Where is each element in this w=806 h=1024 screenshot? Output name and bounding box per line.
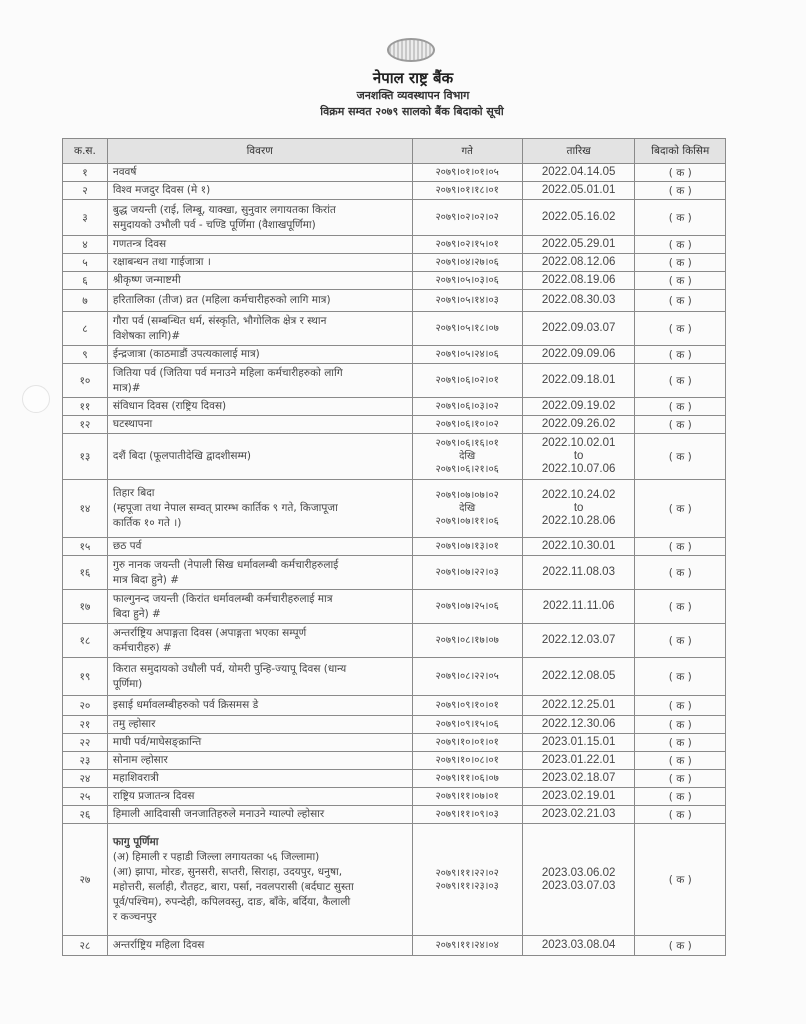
description-cell	[107, 480, 412, 538]
serial-number-cell: १	[63, 164, 108, 182]
table-row	[63, 480, 726, 538]
document-header	[0, 38, 806, 120]
ad-date-line: 2023.01.15.01	[541, 736, 616, 748]
ad-date-line: 2023.01.22.01	[541, 754, 616, 766]
description-line: (आ) झापा, मोरङ, सुनसरी, सप्तरी, सिराहा, उदयपुर, धनुषा,	[112, 865, 343, 878]
ad-date-line: 2022.09.09.06	[541, 348, 616, 360]
ad-date-line: 2022.12.30.06	[541, 718, 616, 730]
bs-date-cell	[412, 290, 522, 312]
table-row	[63, 312, 726, 346]
description-cell	[107, 734, 412, 752]
leave-type-cell: ( क )	[635, 254, 726, 272]
leave-type-cell: ( क )	[635, 538, 726, 556]
ad-date-cell	[522, 312, 635, 346]
bs-date-line: २०७९।११।२२।०२	[435, 867, 499, 879]
punch-hole	[22, 385, 50, 413]
bs-date-cell	[412, 416, 522, 434]
description-line: बुद्ध जयन्ती (राई, लिम्बू, याक्खा, सुनुवार लगायतका किरांत	[112, 203, 336, 216]
leave-type-cell: ( क )	[635, 936, 726, 956]
bs-date-cell	[412, 788, 522, 806]
description-cell	[107, 936, 412, 956]
description-line: र कञ्चनपुर	[112, 910, 157, 923]
ad-date-cell	[522, 936, 635, 956]
description-line: ईन्द्रजात्रा (काठमाडौं उपत्यकालाई मात्र)	[112, 348, 260, 360]
description-cell	[107, 824, 412, 936]
serial-number-cell: २१	[63, 716, 108, 734]
bs-date-line: २०७९।०७।११।०६	[435, 516, 499, 527]
description-line: समुदायको उभौली पर्व - चण्डि पूर्णिमा (वैशाखपूर्णिमा)	[112, 218, 316, 231]
ad-date-cell	[522, 434, 635, 480]
description-line: बिदा हुने) #	[112, 607, 161, 620]
serial-number-cell: ४	[63, 236, 108, 254]
leave-type-cell: ( क )	[635, 788, 726, 806]
description-cell	[107, 312, 412, 346]
ad-date-cell	[522, 770, 635, 788]
column-header-sn: क.स.	[63, 139, 108, 164]
ad-date-cell	[522, 556, 635, 590]
bank-seal-icon	[387, 38, 435, 62]
leave-type-cell: ( क )	[635, 182, 726, 200]
table-row	[63, 752, 726, 770]
table-row	[63, 254, 726, 272]
serial-number-cell: ३	[63, 200, 108, 236]
ad-date-cell	[522, 538, 635, 556]
ad-date-cell	[522, 788, 635, 806]
table-row	[63, 734, 726, 752]
description-line: अन्तर्राष्ट्रिय अपाङ्गता दिवस (अपाङ्गता भएका सम्पूर्ण	[112, 626, 307, 639]
description-cell	[107, 164, 412, 182]
bs-date-cell	[412, 312, 522, 346]
leave-type-cell: ( क )	[635, 416, 726, 434]
leave-type-cell: ( क )	[635, 164, 726, 182]
bs-date-line: २०७९।११।०७।०१	[435, 791, 499, 802]
leave-type-cell: ( क )	[635, 734, 726, 752]
ad-date-line: 2022.11.11.06	[542, 600, 615, 612]
serial-number-cell: १२	[63, 416, 108, 434]
description-cell	[107, 716, 412, 734]
description-line: तिहार बिदा	[112, 487, 155, 499]
table-row	[63, 290, 726, 312]
leave-type-cell: ( क )	[635, 590, 726, 624]
description-line: सोनाम ल्होसार	[112, 754, 168, 766]
description-line: हिमाली आदिवासी जनजातिहरुले मनाउने ग्याल्पो ल्होसार	[112, 808, 325, 820]
ad-date-cell	[522, 346, 635, 364]
bs-date-cell	[412, 658, 522, 696]
description-line: किरात समुदायको उधौली पर्व, योमरी पुन्हि-ज्यापू दिवस (धान्य	[112, 662, 347, 675]
description-line: विश्व मजदुर दिवस (मे १)	[112, 184, 211, 196]
bs-date-cell	[412, 254, 522, 272]
ad-date-line: 2022.12.03.07	[541, 634, 616, 646]
ad-date-cell	[522, 236, 635, 254]
bs-date-line: २०७९।०१।१८।०१	[435, 185, 499, 196]
bs-date-line: २०७९।०५।१८।०७	[435, 323, 499, 334]
description-cell	[107, 272, 412, 290]
bs-date-line: २०७९।०९।१५।०६	[435, 719, 499, 730]
description-line: विशेषका लागि)#	[112, 329, 181, 342]
bs-date-line: देखि	[459, 451, 476, 462]
table-row	[63, 398, 726, 416]
bs-date-cell	[412, 770, 522, 788]
table-body	[63, 164, 726, 956]
description-line: इसाई धर्मावलम्बीहरुको पर्व क्रिसमस डे	[112, 699, 259, 711]
bs-date-line: २०७९।०८।२२।०५	[435, 671, 499, 682]
leave-type-cell: ( क )	[635, 658, 726, 696]
table-row	[63, 236, 726, 254]
serial-number-cell: २५	[63, 788, 108, 806]
column-header-leave-type: बिदाको किसिम	[635, 139, 726, 164]
ad-date-line: 2022.05.29.01	[541, 238, 616, 250]
description-line: फाल्गुनन्द जयन्ती (किरांत धर्मावलम्बी कर्मचारीहरुलाई मात्र	[112, 592, 333, 605]
serial-number-cell: १६	[63, 556, 108, 590]
bs-date-cell	[412, 182, 522, 200]
bs-date-line: २०७९।०६।१०।०२	[435, 419, 499, 430]
ad-date-line: to	[573, 450, 584, 462]
bs-date-line: २०७९।०६।०३।०२	[435, 401, 499, 412]
description-cell	[107, 416, 412, 434]
table-row	[63, 416, 726, 434]
serial-number-cell: १५	[63, 538, 108, 556]
serial-number-cell: ६	[63, 272, 108, 290]
description-cell	[107, 696, 412, 716]
bs-date-cell	[412, 716, 522, 734]
ad-date-cell	[522, 624, 635, 658]
description-line: घटस्थापना	[112, 418, 153, 430]
ad-date-line: 2022.09.26.02	[541, 418, 616, 430]
ad-date-cell	[522, 806, 635, 824]
ad-date-line: 2022.11.08.03	[542, 566, 615, 578]
table-row	[63, 164, 726, 182]
serial-number-cell: ९	[63, 346, 108, 364]
table-row	[63, 590, 726, 624]
serial-number-cell: २	[63, 182, 108, 200]
serial-number-cell: १३	[63, 434, 108, 480]
description-line: श्रीकृष्ण जन्माष्टमी	[112, 274, 181, 286]
description-line: दशैं बिदा (फूलपातीदेखि द्वादशीसम्म)	[112, 450, 252, 462]
bs-date-cell	[412, 364, 522, 398]
description-cell	[107, 590, 412, 624]
bs-date-line: २०७९।०७।२२।०३	[435, 567, 499, 578]
serial-number-cell: २६	[63, 806, 108, 824]
ad-date-line: 2022.10.30.01	[541, 540, 616, 552]
serial-number-cell: १४	[63, 480, 108, 538]
column-header-description: विवरण	[107, 139, 412, 164]
serial-number-cell: २८	[63, 936, 108, 956]
ad-date-line: 2022.10.28.06	[541, 515, 616, 527]
serial-number-cell: १८	[63, 624, 108, 658]
ad-date-line: 2022.09.19.02	[541, 400, 616, 412]
table-row	[63, 556, 726, 590]
bs-date-cell	[412, 696, 522, 716]
table-row	[63, 346, 726, 364]
description-line: गणतन्त्र दिवस	[112, 238, 167, 250]
description-line: महोत्तरी, सर्लाही, रौतहट, बारा, पर्सा, नवलपरासी (बर्दघाट सुस्ता	[112, 880, 354, 893]
description-line: गौरा पर्व (सम्बन्धित धर्म, संस्कृति, भौगोलिक क्षेत्र र स्थान	[112, 314, 327, 327]
description-line: पूर्णिमा)	[112, 677, 143, 690]
ad-date-line: 2022.12.25.01	[541, 699, 616, 711]
bs-date-cell	[412, 480, 522, 538]
ad-date-cell	[522, 272, 635, 290]
serial-number-cell: ८	[63, 312, 108, 346]
ad-date-line: 2022.05.01.01	[541, 184, 616, 196]
description-title: फागु पूर्णिमा	[112, 835, 159, 848]
bs-date-cell	[412, 346, 522, 364]
serial-number-cell: २३	[63, 752, 108, 770]
description-line: कर्मचारीहरु) #	[112, 641, 172, 654]
table-row	[63, 658, 726, 696]
leave-type-cell: ( क )	[635, 824, 726, 936]
ad-date-cell	[522, 696, 635, 716]
description-line: (अ) हिमाली र पहाडी जिल्ला लगायतका ५६ जिल्लामा)	[112, 850, 320, 863]
serial-number-cell: १७	[63, 590, 108, 624]
ad-date-cell	[522, 480, 635, 538]
leave-type-cell: ( क )	[635, 398, 726, 416]
bs-date-line: २०७९।०६।१६।०१	[435, 438, 499, 449]
bs-date-cell	[412, 824, 522, 936]
ad-date-cell	[522, 590, 635, 624]
description-line: कार्तिक १० गते ।)	[112, 517, 182, 529]
bs-date-line: २०७९।१०।०८।०१	[435, 755, 499, 766]
table-header-row	[63, 139, 726, 164]
description-cell	[107, 182, 412, 200]
description-line: पूर्व/पश्चिम), रुपन्देही, कपिलवस्तु, दाङ, बाँके, बर्दिया, कैलाली	[112, 895, 351, 908]
description-line: (म्हपूजा तथा नेपाल सम्वत् प्रारम्भ कार्तिक ९ गते, किजापूजा	[112, 502, 338, 514]
description-cell	[107, 346, 412, 364]
ad-date-line: 2022.09.18.01	[541, 374, 616, 386]
bs-date-line: २०७९।११।२४।०४	[435, 940, 499, 951]
serial-number-cell: ७	[63, 290, 108, 312]
table-row	[63, 936, 726, 956]
ad-date-cell	[522, 752, 635, 770]
table-row	[63, 434, 726, 480]
table-row	[63, 716, 726, 734]
description-cell	[107, 556, 412, 590]
bs-date-cell	[412, 272, 522, 290]
bs-date-line: २०७९।०५।१४।०३	[435, 295, 499, 306]
bs-date-line: २०७९।०२।१५।०१	[435, 239, 499, 250]
organization-name: नेपाल राष्ट्र बैंक	[372, 69, 454, 87]
ad-date-line: 2022.10.24.02	[541, 489, 616, 501]
ad-date-cell	[522, 164, 635, 182]
description-cell	[107, 200, 412, 236]
serial-number-cell: २४	[63, 770, 108, 788]
description-cell	[107, 752, 412, 770]
ad-date-cell	[522, 200, 635, 236]
leave-type-cell: ( क )	[635, 236, 726, 254]
ad-date-line: 2022.05.16.02	[541, 211, 616, 223]
department-name: जनशक्ति व्यवस्थापन विभाग	[356, 89, 470, 102]
leave-type-cell: ( क )	[635, 556, 726, 590]
leave-type-cell: ( क )	[635, 480, 726, 538]
table-row	[63, 538, 726, 556]
ad-date-line: 2022.09.03.07	[541, 322, 616, 334]
ad-date-line: 2023.02.21.03	[541, 808, 616, 820]
leave-type-cell: ( क )	[635, 770, 726, 788]
bs-date-cell	[412, 734, 522, 752]
leave-type-cell: ( क )	[635, 364, 726, 398]
bs-date-line: २०७९।०५।२४।०६	[435, 349, 499, 360]
description-line: नववर्ष	[112, 166, 137, 178]
table-row	[63, 788, 726, 806]
bs-date-line: २०७९।०७।१३।०१	[435, 541, 499, 552]
bs-date-cell	[412, 434, 522, 480]
description-line: राष्ट्रिय प्रजातन्त्र दिवस	[112, 790, 195, 802]
ad-date-cell	[522, 364, 635, 398]
description-line: संविधान दिवस (राष्ट्रिय दिवस)	[112, 400, 227, 412]
column-header-bs-date: गते	[412, 139, 522, 164]
bs-date-cell	[412, 164, 522, 182]
ad-date-cell	[522, 398, 635, 416]
bs-date-line: २०७९।११।२३।०३	[435, 880, 499, 892]
description-line: गुरु नानक जयन्ती (नेपाली सिख धर्मावलम्बी कर्मचारीहरुलाई	[112, 558, 339, 571]
table-row	[63, 182, 726, 200]
ad-date-line: 2023.03.08.04	[541, 939, 616, 951]
leave-type-cell: ( क )	[635, 272, 726, 290]
description-line: अन्तर्राष्ट्रिय महिला दिवस	[112, 939, 205, 951]
leave-type-cell: ( क )	[635, 434, 726, 480]
bs-date-line: २०७९।०२।०२।०२	[435, 212, 499, 223]
description-line: मात्र)#	[112, 381, 141, 394]
description-line: हरितालिका (तीज) व्रत (महिला कर्मचारीहरुको लागि मात्र)	[112, 294, 331, 306]
description-cell	[107, 434, 412, 480]
serial-number-cell: २०	[63, 696, 108, 716]
table-row	[63, 624, 726, 658]
bs-date-line: २०७९।०५।०३।०६	[435, 275, 499, 286]
ad-date-line: 2023.03.06.02	[541, 866, 616, 879]
bs-date-cell	[412, 398, 522, 416]
ad-date-cell	[522, 734, 635, 752]
description-line: छठ पर्व	[112, 540, 142, 552]
bs-date-cell	[412, 538, 522, 556]
serial-number-cell: ५	[63, 254, 108, 272]
bs-date-cell	[412, 200, 522, 236]
table-row	[63, 770, 726, 788]
table-row	[63, 272, 726, 290]
ad-date-cell	[522, 824, 635, 936]
description-cell	[107, 398, 412, 416]
leave-type-cell: ( क )	[635, 624, 726, 658]
bs-date-line: २०७९।११।०६।०७	[435, 773, 499, 784]
bs-date-cell	[412, 590, 522, 624]
description-cell	[107, 788, 412, 806]
bs-date-line: २०७९।०९।१०।०१	[435, 700, 499, 711]
bs-date-line: २०७९।०६।२१।०६	[435, 464, 499, 475]
ad-date-line: to	[573, 502, 584, 514]
leave-type-cell: ( क )	[635, 200, 726, 236]
serial-number-cell: १०	[63, 364, 108, 398]
column-header-ad-date: तारिख	[522, 139, 635, 164]
serial-number-cell: २७	[63, 824, 108, 936]
leave-type-cell: ( क )	[635, 716, 726, 734]
bs-date-cell	[412, 236, 522, 254]
bs-date-cell	[412, 752, 522, 770]
table-row	[63, 696, 726, 716]
description-cell	[107, 624, 412, 658]
serial-number-cell: ११	[63, 398, 108, 416]
bs-date-line: २०७९।१०।०१।०१	[435, 737, 499, 748]
description-line: रक्षाबन्धन तथा गाईजात्रा ।	[112, 256, 211, 268]
bs-date-line: २०७९।०८।१७।०७	[435, 635, 499, 646]
ad-date-line: 2022.12.08.05	[541, 670, 616, 682]
bs-date-line: २०७९।०७।०७।०२	[435, 490, 499, 501]
document-subtitle: विक्रम सम्वत २०७९ सालको बैंक बिदाको सूची	[320, 105, 504, 118]
ad-date-line: 2023.02.19.01	[541, 790, 616, 802]
ad-date-cell	[522, 716, 635, 734]
table-row	[63, 806, 726, 824]
description-cell	[107, 806, 412, 824]
table-row	[63, 200, 726, 236]
ad-date-line: 2022.08.19.06	[541, 274, 616, 286]
description-line: तमु ल्होसार	[112, 718, 156, 730]
table-row	[63, 364, 726, 398]
bs-date-line: देखि	[459, 503, 476, 514]
serial-number-cell: १९	[63, 658, 108, 696]
description-cell	[107, 658, 412, 696]
description-cell	[107, 254, 412, 272]
serial-number-cell: २२	[63, 734, 108, 752]
description-cell	[107, 236, 412, 254]
description-cell	[107, 770, 412, 788]
table-row	[63, 824, 726, 936]
holiday-table	[62, 138, 726, 956]
description-cell	[107, 290, 412, 312]
ad-date-line: 2022.04.14.05	[541, 166, 616, 178]
bs-date-line: २०७९।०१।०१।०५	[435, 167, 499, 178]
bs-date-cell	[412, 806, 522, 824]
ad-date-cell	[522, 658, 635, 696]
bs-date-cell	[412, 936, 522, 956]
ad-date-line: 2023.03.07.03	[541, 879, 616, 892]
leave-type-cell: ( क )	[635, 346, 726, 364]
leave-type-cell: ( क )	[635, 752, 726, 770]
leave-type-cell: ( क )	[635, 806, 726, 824]
bs-date-line: २०७९।०६।०२।०१	[435, 375, 499, 386]
ad-date-cell	[522, 416, 635, 434]
ad-date-line: 2022.10.07.06	[541, 463, 616, 475]
ad-date-line: 2022.08.30.03	[541, 294, 616, 306]
bs-date-cell	[412, 624, 522, 658]
ad-date-cell	[522, 290, 635, 312]
bs-date-line: २०७९।११।०९।०३	[435, 809, 499, 820]
bs-date-line: २०७९।०४।२७।०६	[435, 257, 499, 268]
description-line: जितिया पर्व (जितिया पर्व मनाउने महिला कर्मचारीहरुको लागि	[112, 366, 343, 379]
ad-date-line: 2023.02.18.07	[541, 772, 616, 784]
bs-date-line: २०७९।०७।२५।०६	[435, 601, 499, 612]
bs-date-cell	[412, 556, 522, 590]
leave-type-cell: ( क )	[635, 696, 726, 716]
description-line: माघी पर्व/माघेसङ्क्रान्ति	[112, 736, 202, 748]
ad-date-line: 2022.08.12.06	[541, 256, 616, 268]
description-line: मात्र बिदा हुने) #	[112, 573, 179, 586]
description-cell	[107, 364, 412, 398]
leave-type-cell: ( क )	[635, 290, 726, 312]
description-cell	[107, 538, 412, 556]
ad-date-cell	[522, 182, 635, 200]
leave-type-cell: ( क )	[635, 312, 726, 346]
ad-date-cell	[522, 254, 635, 272]
description-line: महाशिवरात्री	[112, 772, 159, 784]
ad-date-line: 2022.10.02.01	[541, 437, 616, 449]
